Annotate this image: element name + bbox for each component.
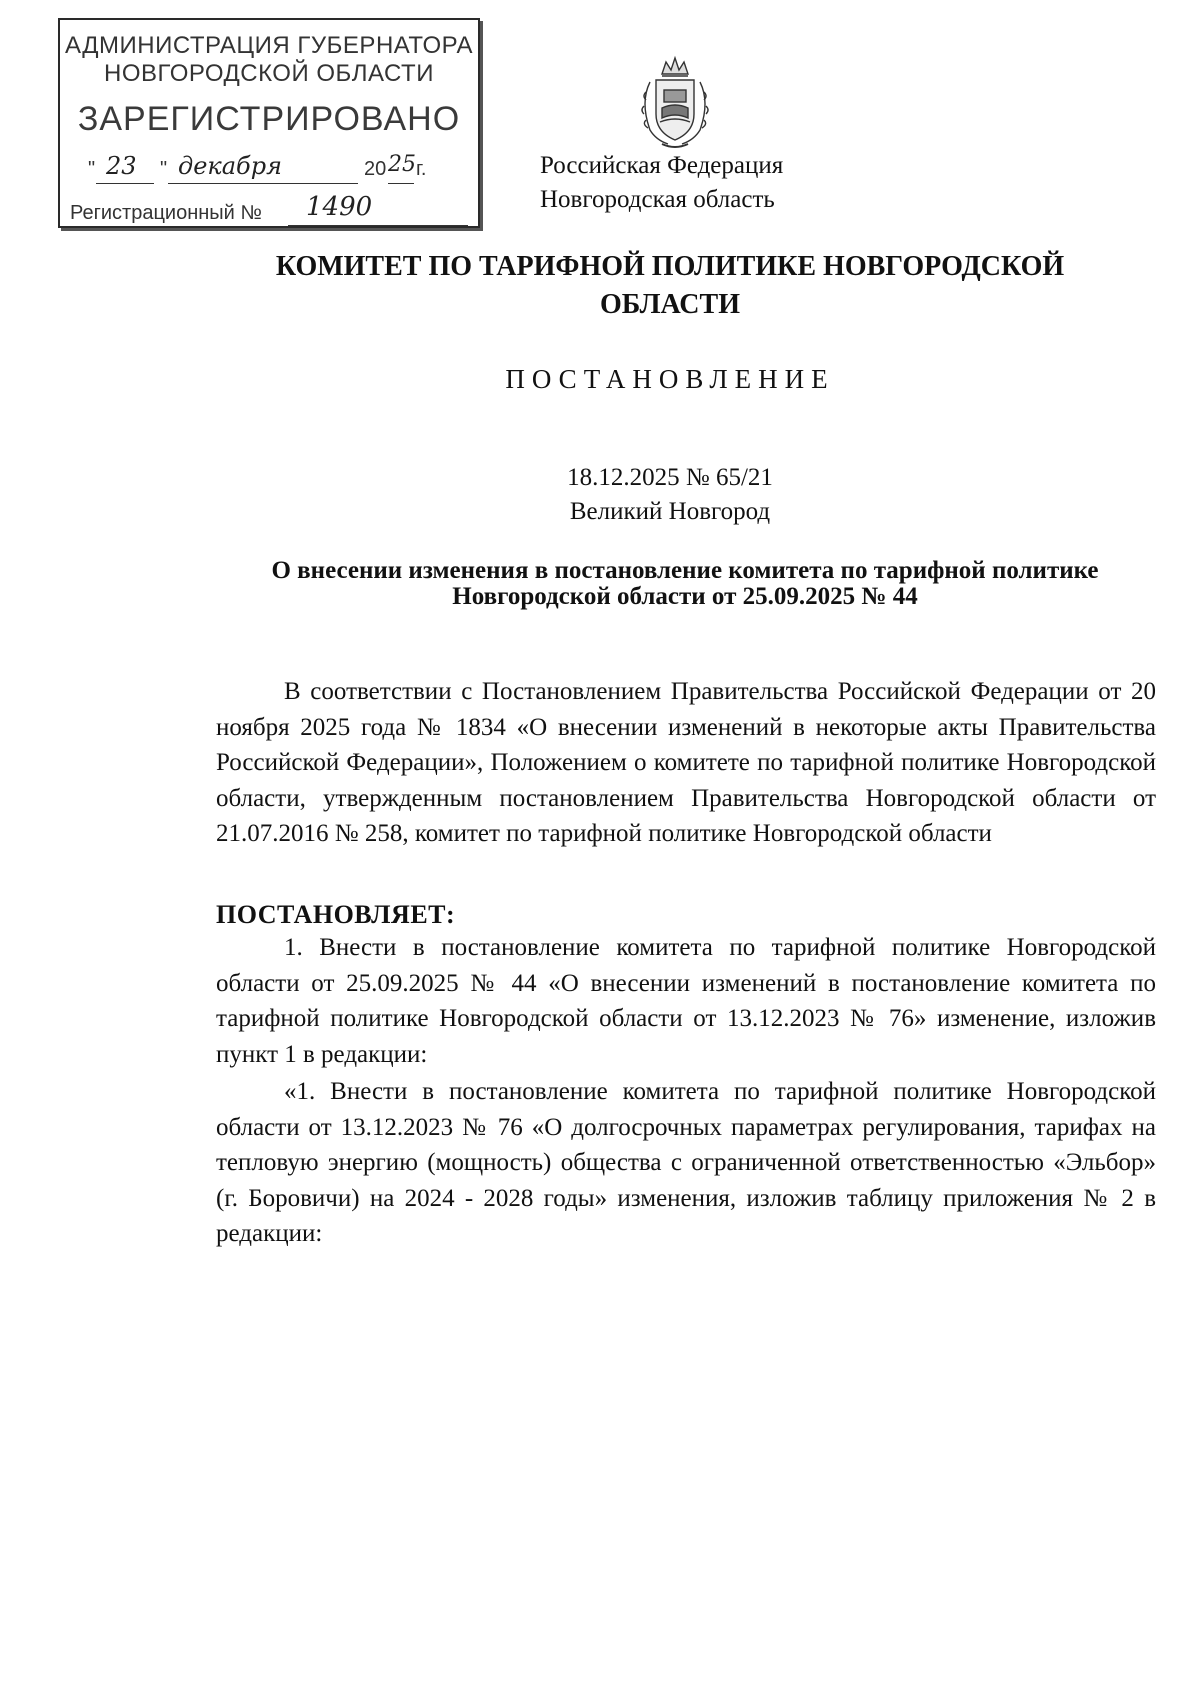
item-1-text: 1. Внести в постановление комитета по тарифной политике Новгородской области от 25.09.2025 № 44 «О внесении изменений в постановление комитета по тарифной политике Новгородской области от 13.12.2023 № 76» изменение, изложив пункт 1 в редакции: xyxy=(216,934,1156,1068)
document-city: Великий Новгород xyxy=(569,498,771,525)
stamp-year-prefix: 20 xyxy=(364,158,387,180)
stamp-year-unit: г. xyxy=(416,158,427,180)
committee-title-line1: КОМИТЕТ ПО ТАРИФНОЙ ПОЛИТИКЕ НОВГОРОДСКОЙ xyxy=(275,251,1065,282)
document-type: ПОСТАНОВЛЕНИЕ xyxy=(505,364,835,394)
stamp-admin-line1: АДМИНИСТРАЦИЯ ГУБЕРНАТОРА xyxy=(64,32,474,59)
preamble-text: В соответствии с Постановлением Правительства Российской Федерации от 20 ноября 2025 года № 1834 «О внесении изменений в некоторые акты Правительства Российской Федерации», Положением о комитете по тарифной политике Новгородской области, утвержденным постановлением Правительства Новгородской области от 21.07.2016 № 258, комитет по тарифной политике Новгородской области xyxy=(216,678,1156,847)
document-date-number: 18.12.2025 № 65/21 xyxy=(567,464,773,491)
decree-word: ПОСТАНОВЛЯЕТ: xyxy=(216,900,456,929)
subject-line1: О внесении изменения в постановление комитета по тарифной политике xyxy=(271,557,1099,584)
region-name: Новгородская область xyxy=(540,186,775,213)
novgorod-coat-of-arms-icon xyxy=(632,52,718,152)
committee-title-line2: ОБЛАСТИ xyxy=(600,289,740,320)
stamp-registered: ЗАРЕГИСТРИРОВАНО xyxy=(77,100,461,138)
stamp-year-suffix: 25 xyxy=(388,152,416,177)
stamp-number-row xyxy=(70,192,468,228)
body-paragraph-2 xyxy=(216,930,1156,1072)
stamp-date-month: декабря xyxy=(178,152,282,180)
stamp-date-row: " 23 " декабря 20 25 г. xyxy=(88,158,458,188)
country-name: Российская Федерация xyxy=(540,152,784,179)
subject-line2: Новгородской области от 25.09.2025 № 44 xyxy=(452,583,918,610)
stamp-reg-number-label: Регистрационный № xyxy=(70,202,262,224)
stamp-reg-number: 1490 xyxy=(306,192,373,222)
registration-stamp xyxy=(58,18,480,228)
stamp-date-day: 23 xyxy=(106,152,137,180)
stamp-admin-line2: НОВГОРОДСКОЙ ОБЛАСТИ xyxy=(104,60,434,87)
body-paragraph-1 xyxy=(216,674,1156,852)
amended-item-1-text: «1. Внести в постановление комитета по тарифной политике Новгородской области от 13.12.2023 № 76 «О долгосрочных параметрах регулирования, тарифах на тепловую энергию (мощность) общества с ограниченной ответственностью «Эльбор» (г. Боровичи) на 2024 - 2028 годы» изменения, изложив таблицу приложения № 2 в редакции: xyxy=(216,1078,1156,1247)
body-paragraph-3 xyxy=(216,1074,1156,1252)
